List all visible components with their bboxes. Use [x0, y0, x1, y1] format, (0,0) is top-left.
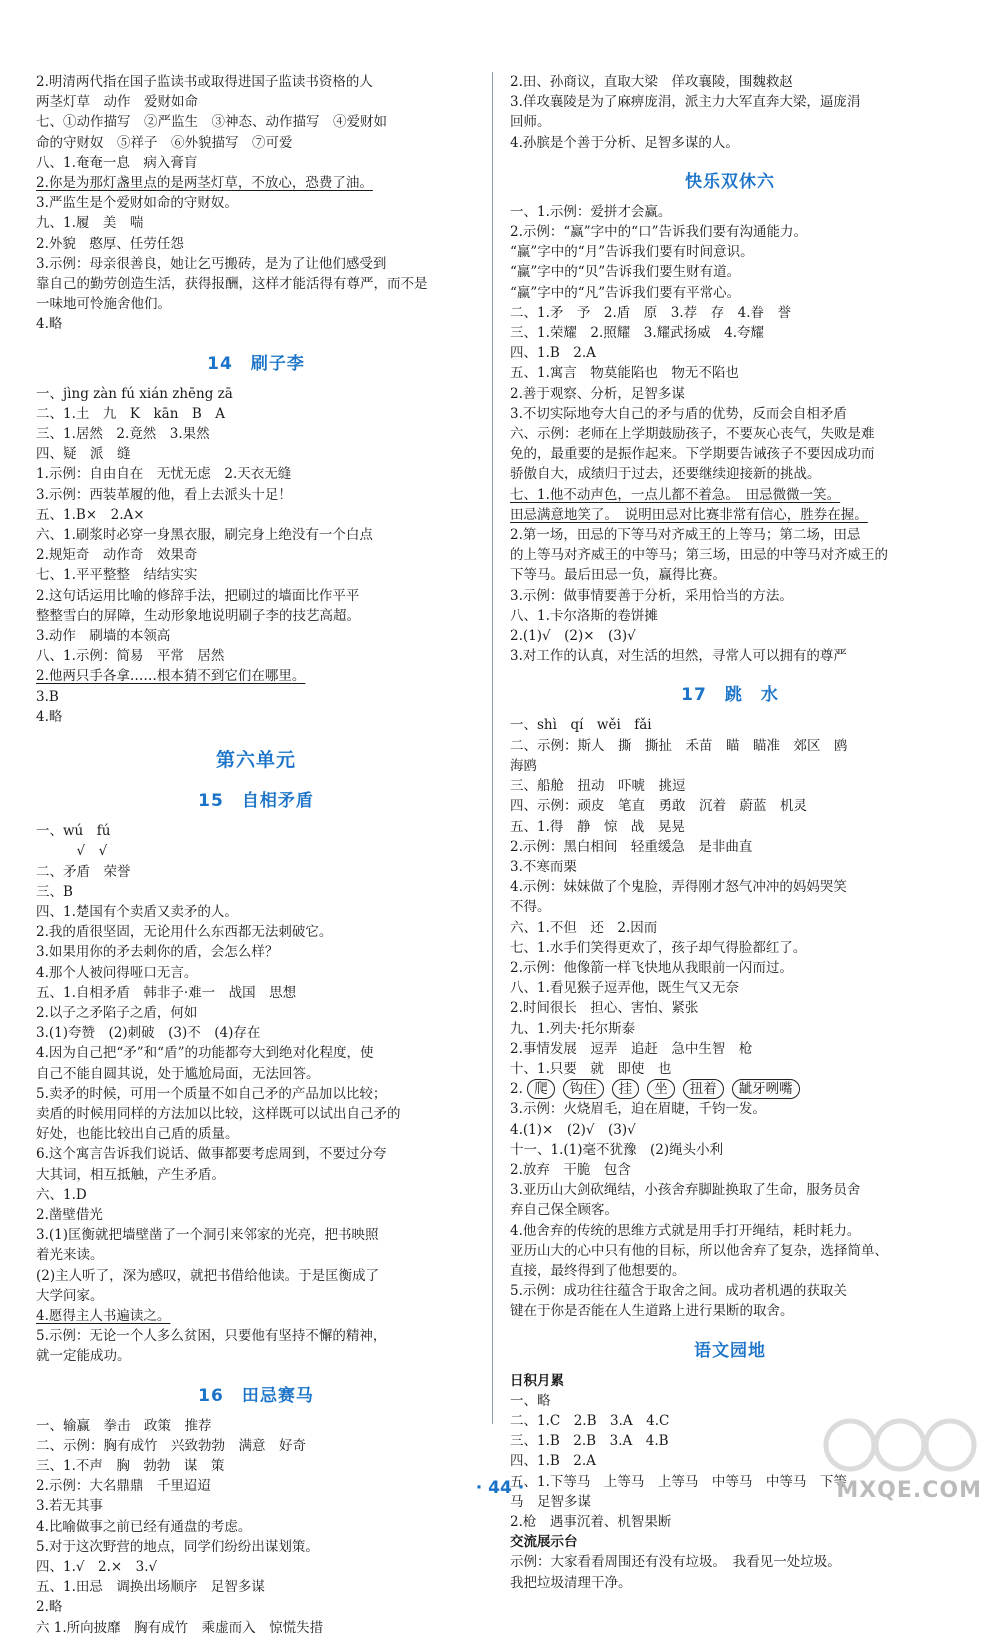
- answer-line: 我把垃圾清理干净。: [510, 1574, 632, 1591]
- answer-line: 2.外貌 憨厚、任劳任怨: [36, 235, 184, 252]
- answer-line: “赢”字中的“凡”告诉我们要有平常心。: [510, 284, 741, 301]
- answer-line: 2.事情发展 逗弄 追赶 急中生智 枪: [510, 1040, 753, 1057]
- answer-line: 3.不切实际地夸大自己的矛与盾的优势，反而会自相矛盾: [510, 405, 847, 422]
- answer-line: 2.示例：黑白相间 轻重缓急 是非曲直: [510, 838, 753, 855]
- answer-line: 八、1.看见猴子逗弄他，既生气又无奈: [510, 980, 739, 997]
- answer-line: 3.(1)夸赞 (2)刺破 (3)不 (4)存在: [36, 1025, 261, 1042]
- answer-line: 九、1.列夫·托尔斯泰: [510, 1020, 636, 1037]
- answer-line: 2.你是为那灯盏里点的是两茎灯草，不放心，恐费了油。: [36, 175, 373, 192]
- answer-line: 六、1.D: [36, 1186, 87, 1203]
- answer-line: 2.示例：大名鼎鼎 千里迢迢: [36, 1478, 211, 1495]
- answer-line: 自己不能自圆其说，处于尴尬局面，无法回答。: [36, 1065, 320, 1082]
- answer-line: 4.略: [36, 316, 63, 333]
- answer-line: 3.B: [36, 688, 59, 705]
- answer-line: 2.凿壁借光: [36, 1206, 103, 1223]
- answers-16-continued: [510, 72, 950, 153]
- answer-line: 回师。: [510, 114, 551, 131]
- answer-line: 5.对于这次野营的地点，同学们纷纷出谋划策。: [36, 1538, 319, 1555]
- answer-line: 3.(1)匡衡就把墙壁凿了一个洞引来邻家的光亮，把书映照: [36, 1227, 379, 1244]
- section-title-17: 17 跳 水: [681, 685, 779, 706]
- answers-17: [510, 715, 950, 1079]
- answer-line: 2.这句话运用比喻的修辞手法，把刷过的墙面比作平平: [36, 587, 360, 604]
- answer-line: 靠自己的勤劳创造生活，获得报酬，这样才能活得有尊严，而不是: [36, 276, 428, 293]
- answer-line: 五、1.得 静 惊 战 晃晃: [510, 818, 685, 835]
- answer-line: 两茎灯草 动作 爱财如命: [36, 94, 198, 111]
- answer-line: 键在于你是否能在人生道路上进行果断的取舍。: [510, 1303, 794, 1320]
- answer-line: 3.亚历山大剑砍绳结，小孩舍弃脚趾换取了生命，服务员舍: [510, 1182, 861, 1199]
- answer-line: 四、1.楚国有个卖盾又卖矛的人。: [36, 903, 238, 920]
- answer-line: 3.若无其事: [36, 1498, 103, 1515]
- column-divider: [492, 72, 493, 1424]
- answer-line: 4.示例：妹妹做了个鬼脸，弄得刚才怒气冲冲的妈妈哭笑: [510, 879, 847, 896]
- answer-line: 1.示例：自由自在 无忧无虑 2.天衣无缝: [36, 466, 292, 483]
- answer-line: 3.示例：西装革履的他，看上去派头十足！: [36, 486, 292, 503]
- answer-line: 九、1.履 美 喘: [36, 215, 144, 232]
- answer-line: 亚历山大的心中只有他的目标，所以他舍弃了复杂，选择简单、: [510, 1242, 888, 1259]
- unit-title-6: 第六单元: [215, 749, 296, 772]
- answer-line: “赢”字中的“贝”告诉我们要生财有道。: [510, 264, 741, 281]
- answer-line: 2.以子之矛陷子之盾，何如: [36, 1004, 198, 1021]
- answer-line: 三、1.不声 胸 勃勃 谋 策: [36, 1457, 225, 1474]
- answer-line: 五、1.寓言 物莫能陷也 物无不陷也: [510, 365, 739, 382]
- answer-line: 六、1.不但 还 2.因而: [510, 919, 658, 936]
- answer-line: 六、1.刷浆时必穿一身黑衣服，刷完身上绝没有一个白点: [36, 527, 373, 544]
- circled-word: 爬: [527, 1079, 555, 1099]
- answer-line: 七、1.他不动声色，一点儿都不着急。 田忌微微一笑。: [510, 486, 841, 503]
- answer-line: 3.示例：火烧眉毛，迫在眉睫，千钧一发。: [510, 1101, 766, 1118]
- answer-line: 2.第一场，田忌的下等马对齐威王的上等马；第二场，田忌: [510, 527, 861, 544]
- circled-word: 钩住: [563, 1079, 604, 1099]
- answer-line: 6.这个寓言告诉我们说话、做事都要考虑周到，不要过分夸: [36, 1146, 387, 1163]
- answer-line: 二、矛盾 荣誉: [36, 863, 131, 880]
- answer-line: 四、1.B 2.A: [510, 1453, 596, 1470]
- circled-word: 挂: [612, 1079, 640, 1099]
- answer-line: √ √: [36, 843, 108, 860]
- answer-line: 一、wú fú: [36, 823, 111, 840]
- answer-line: 3.动作 刷墙的本领高: [36, 628, 171, 645]
- answer-line: 的上等马对齐威王的中等马；第三场，田忌的中等马对齐威王的: [510, 547, 888, 564]
- answer-line: 十、1.只要 就 即使 也: [510, 1060, 672, 1077]
- answer-line: 4.孙膑是个善于分析、足智多谋的人。: [510, 134, 739, 151]
- answer-line: 海鸥: [510, 757, 537, 774]
- answer-line: 不得。: [510, 899, 551, 916]
- answer-line: 马 足智多谋: [510, 1493, 591, 1510]
- answer-line: 一味地可怜施舍他们。: [36, 296, 171, 313]
- circled-word: 龇牙咧嘴: [732, 1079, 800, 1099]
- answers-15: [36, 821, 476, 1366]
- answer-line: 2.示例：“赢”字中的“口”告诉我们要有沟通能力。: [510, 224, 807, 241]
- circled-word: 坐: [647, 1079, 675, 1099]
- answer-line: 三、船舱 扭动 吓唬 挑逗: [510, 778, 686, 795]
- subheading-exchange: 交流展示台: [510, 1534, 578, 1551]
- answer-line: 免的，最重要的是振作起来。下学期要告诫孩子不要因成功而: [510, 446, 875, 463]
- page-number: · 44 ·: [475, 1478, 525, 1498]
- answer-line: 4.因为自己把“矛”和“盾”的功能都夸大到绝对化程度，使: [36, 1045, 374, 1062]
- answer-line: 一、jìng zàn fú xián zhēng zā: [36, 385, 233, 402]
- section-title-14: 14 刷子李: [207, 353, 305, 374]
- circled-word: 扭着: [683, 1079, 724, 1099]
- answer-line: 四、示例：顽皮 笔直 勇敢 沉着 蔚蓝 机灵: [510, 798, 807, 815]
- answer-line: 4.他舍弃的传统的思维方式就是用手打开绳结，耗时耗力。: [510, 1222, 861, 1239]
- answer-line: 好处，也能比较出自己盾的质量。: [36, 1126, 239, 1143]
- answer-line: “赢”字中的“月”告诉我们要有时间意识。: [510, 244, 754, 261]
- answer-line: 4.愿得主人书遍读之。: [36, 1307, 171, 1324]
- answers-16: [36, 1416, 476, 1638]
- section-title-chinese-garden: 语文园地: [694, 1340, 766, 1361]
- answer-line: 就一定能成功。: [36, 1348, 131, 1365]
- answer-line: 七、①动作描写 ②严监生 ③神态、动作描写 ④爱财如: [36, 114, 387, 131]
- answer-line: 3.严监生是个爱财如命的守财奴。: [36, 195, 238, 212]
- answer-line: 大其词，相互抵触，产生矛盾。: [36, 1166, 225, 1183]
- answer-line: 七、1.水手们笑得更欢了，孩子却气得脸都红了。: [510, 939, 807, 956]
- answer-line: 4.那个人被问得哑口无言。: [36, 964, 198, 981]
- answer-line: 3.对工作的认真，对生活的坦然，寻常人可以拥有的尊严: [510, 648, 847, 665]
- answer-line: 5.卖矛的时候，可用一个质量不如自己矛的产品加以比较；: [36, 1085, 387, 1102]
- answer-line: 三、1.B 2.B 3.A 4.B: [510, 1433, 669, 1450]
- answer-line: 三、B: [36, 883, 73, 900]
- answer-line: 一、shì qí wěi fǎi: [510, 717, 652, 734]
- section-title-15: 15 自相矛盾: [198, 791, 314, 812]
- answers-happy-weekend: [510, 202, 950, 667]
- left-column: [36, 72, 476, 1638]
- answer-line: 4.(1)× (2)√ (3)√: [510, 1121, 636, 1138]
- answer-line: 2.枪 遇事沉着、机智果断: [510, 1514, 672, 1530]
- answer-line: 一、1.示例：爱拼才会赢。: [510, 203, 672, 220]
- answer-line: 二、1.C 2.B 3.A 4.C: [510, 1412, 670, 1429]
- answer-line: 3.佯攻襄陵是为了麻痹庞涓，派主力大军直奔大梁，逼庞涓: [510, 94, 861, 111]
- answer-line: 田忌满意地笑了。 说明田忌对比赛非常有信心，胜券在握。: [510, 506, 868, 523]
- answer-line: 五、1.自相矛盾 韩非子·难一 战国 思想: [36, 984, 297, 1001]
- answer-line: 大学问家。: [36, 1287, 104, 1304]
- right-column: [510, 72, 950, 1593]
- answer-line: 下等马。最后田忌一负，赢得比赛。: [510, 567, 726, 584]
- answers-13-continued: [36, 72, 476, 335]
- answer-line: 3.如果用你的矛去刺你的盾，会怎么样？: [36, 944, 279, 961]
- answer-line: 2.示例：他像箭一样飞快地从我眼前一闪而过。: [510, 959, 793, 976]
- answer-line: 一、输赢 拳击 政策 推荐: [36, 1417, 212, 1434]
- circled-label: 2.: [510, 1081, 523, 1098]
- answer-line: 5.示例：无论一个人多么贫困，只要他有坚持不懈的精神，: [36, 1328, 387, 1345]
- section-title-16: 16 田忌赛马: [198, 1385, 314, 1406]
- answer-line: 七、1.平平整整 结结实实: [36, 567, 198, 584]
- answer-line: 命的守财奴 ⑤祥子 ⑥外貌描写 ⑦可爱: [36, 134, 293, 151]
- answer-line: 骄傲自大，成绩归于过去，还要继续迎接新的挑战。: [510, 466, 821, 483]
- answer-line: 二、1.土 九 K kān B A: [36, 405, 226, 422]
- circled-words-row: [510, 1079, 950, 1099]
- answer-line: 四、疑 派 缝: [36, 446, 131, 463]
- answer-line: 4.略: [36, 708, 63, 725]
- answer-line: 五、1.B× 2.A×: [36, 506, 145, 523]
- answer-line: 4.比喻做事之前已经有通盘的考虑。: [36, 1518, 252, 1535]
- answer-line: 四、1.√ 2.× 3.√: [36, 1559, 158, 1575]
- answer-line: 八、1.奄奄一息 病入膏肓: [36, 154, 198, 171]
- answer-line: 示例：大家看看周围还有没有垃圾。 我看见一处垃圾。: [510, 1554, 841, 1571]
- answer-line: 3.示例：母亲很善良，她让乞丐搬砖，是为了让他们感受到: [36, 255, 387, 272]
- answer-line: 二、示例：胸有成竹 兴致勃勃 满意 好奇: [36, 1437, 306, 1454]
- answers-exchange: [510, 1552, 950, 1592]
- answer-line: 3.示例：做事情要善于分析，采用恰当的方法。: [510, 587, 793, 604]
- answer-line: 五、1.田忌 调换出场顺序 足智多谋: [36, 1579, 265, 1596]
- answer-line: 3.不寒而栗: [510, 858, 577, 875]
- answer-line: 六、示例：老师在上学期鼓励孩子，不要灰心丧气，失败是难: [510, 426, 875, 443]
- answer-line: 2.我的盾很坚固，无论用什么东西都无法刺破它。: [36, 924, 333, 941]
- answer-line: 直接，最终得到了他想要的。: [510, 1262, 686, 1279]
- answer-line: 十一、1.(1)毫不犹豫 (2)绳头小利: [510, 1141, 724, 1158]
- answers-14: [36, 384, 476, 727]
- answer-line: 二、1.矛 予 2.盾 原 3.荐 存 4.眷 誉: [510, 304, 792, 321]
- answer-line: 2.规矩奇 动作奇 效果奇: [36, 547, 198, 564]
- answer-line: 整整雪白的屏障，生动形象地说明刷子李的技艺高超。: [36, 607, 360, 624]
- answer-line: 2.善于观察、分析，足智多谋: [510, 385, 685, 402]
- answer-line: 2.略: [36, 1599, 63, 1616]
- answer-line: 卖盾的时候用同样的方法加以比较，这样既可以试出自己矛的: [36, 1105, 401, 1122]
- answer-line: 弃自己保全顾客。: [510, 1202, 618, 1219]
- answers-17-continued: [510, 1099, 950, 1321]
- answer-line: 一、略: [510, 1392, 551, 1409]
- answer-line: 三、1.荣耀 2.照耀 3.耀武扬威 4.夸耀: [510, 325, 765, 342]
- answer-line: 三、1.居然 2.竟然 3.果然: [36, 426, 210, 443]
- answer-line: 2.田、孙商议，直取大梁 佯攻襄陵，围魏救赵: [510, 74, 793, 90]
- answer-line: 2.(1)√ (2)× (3)√: [510, 628, 636, 645]
- answer-line: 2.明清两代指在国子监读书或取得进国子监读书资格的人: [36, 74, 373, 90]
- answer-line: 六 1.所向披靡 胸有成竹 乘虚而入 惊慌失措: [36, 1619, 324, 1636]
- answer-line: 2.时间很长 担心、害怕、紧张: [510, 1000, 699, 1017]
- answer-line: 四、1.B 2.A: [510, 345, 596, 362]
- watermark-text: MXQE.COM: [836, 1478, 982, 1503]
- answer-line: 着光来读。: [36, 1247, 104, 1264]
- answer-line: 八、1.卡尔洛斯的卷饼摊: [510, 607, 658, 624]
- answer-line: 5.示例：成功往往蕴含于取舍之间。成功者机遇的获取关: [510, 1283, 847, 1300]
- answer-line: 2.放弃 干脆 包含: [510, 1161, 631, 1178]
- answer-line: 二、示例：斯人 撕 撕扯 禾苗 瞄 瞄准 郊区 鸥: [510, 737, 848, 754]
- subheading-daily-accumulation: 日积月累: [510, 1372, 564, 1389]
- answer-line: 五、1.下等马 上等马 上等马 中等马 中等马 下等: [510, 1473, 847, 1490]
- answer-line: 八、1.示例：简易 平常 居然: [36, 648, 225, 665]
- answer-line: 2.他两只手各拿……根本猜不到它们在哪里。: [36, 668, 306, 685]
- answer-line: (2)主人听了，深为感叹，就把书借给他读。于是匡衡成了: [36, 1267, 380, 1284]
- section-title-happy-weekend: 快乐双休六: [685, 171, 775, 192]
